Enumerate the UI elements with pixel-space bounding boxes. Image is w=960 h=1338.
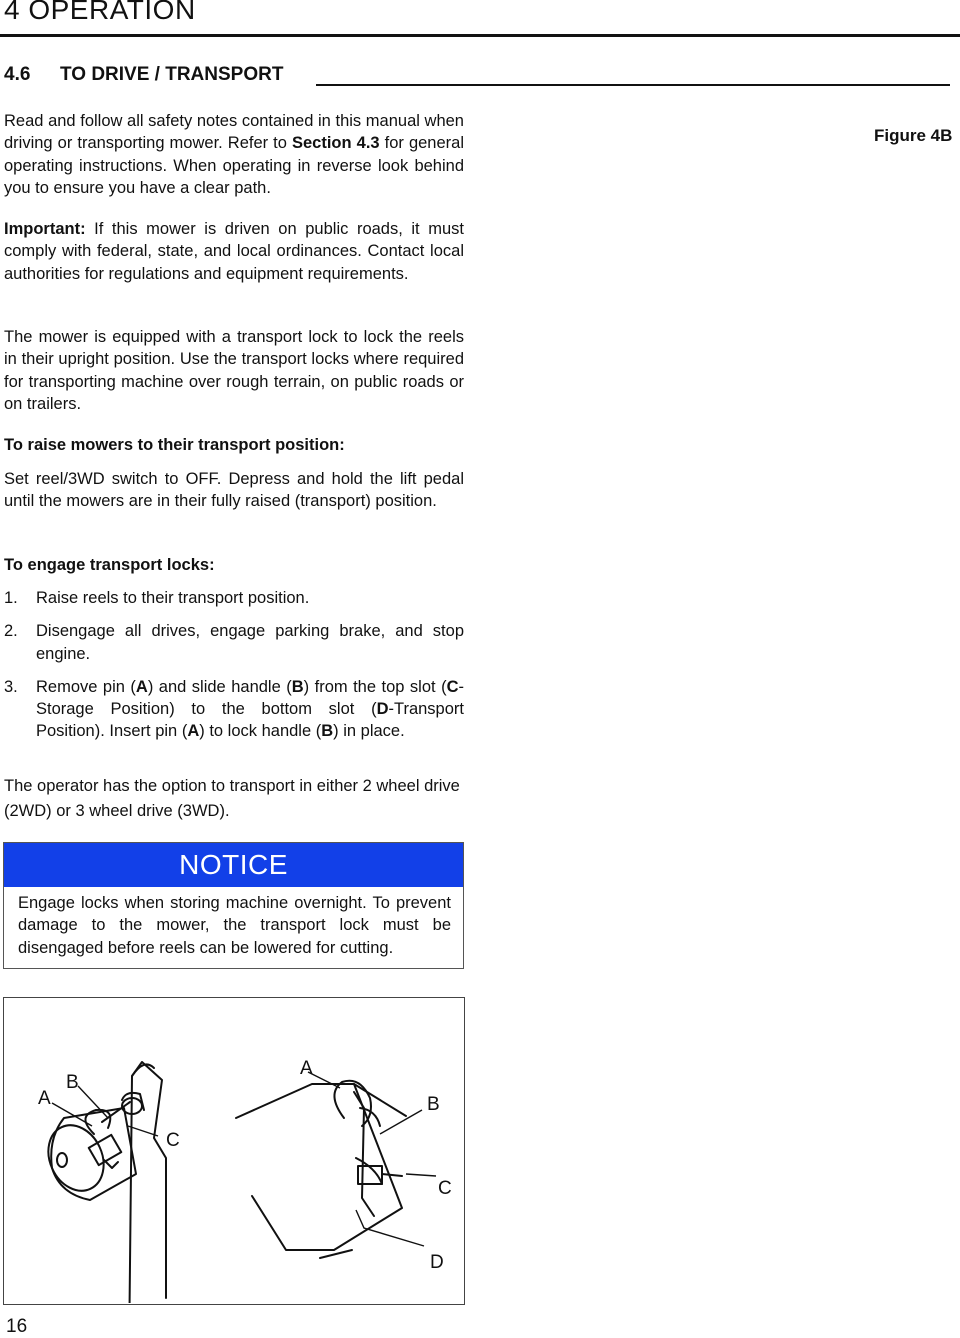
slot-lower (356, 1158, 382, 1184)
step-text: Remove pin ( (36, 677, 136, 696)
step-ref: B (321, 722, 334, 741)
list-item (4, 676, 464, 743)
option-text: The operator has the option to transport in either 2 wheel drive (2WD) or 3 wheel drive (3WD). (4, 777, 460, 820)
figure-label: Figure 4B (874, 126, 953, 145)
step-number: 1. (4, 589, 18, 607)
step-text: ) to lock handle ( (199, 722, 322, 741)
option-paragraph (4, 774, 464, 824)
transport-lock-text: The mower is equipped with a transport lock to lock the reels in their upright position. Use the transport locks where required for transporting machine over rough terrain, on public roads or on trailers. (4, 328, 464, 413)
callout-d-right: D (430, 1252, 444, 1273)
section-heading (4, 64, 283, 86)
step-ref: B (291, 677, 304, 696)
step-text: Raise reels to their transport position. (36, 589, 310, 607)
callout-a-left: A (38, 1088, 51, 1109)
list-item (4, 620, 464, 665)
raise-paragraph (4, 468, 464, 513)
step-text: -Storage Position) to the bottom slot ( (36, 677, 464, 719)
figure-box (3, 997, 465, 1305)
notice-title: NOTICE (4, 843, 463, 887)
step-text: ) from the top slot ( (303, 677, 447, 696)
important-label: Important: (4, 220, 86, 238)
important-paragraph (4, 218, 464, 285)
pin-loop-left (85, 1110, 110, 1134)
notice-text: Engage locks when storing machine overnight. To prevent damage to the mower, the transport lock must be disengaged before reels can be lowered for cutting. (18, 894, 451, 957)
page-number: 16 (6, 1316, 28, 1337)
chapter-rule (0, 34, 960, 37)
step-text: Disengage all drives, engage parking brake, and stop engine. (36, 622, 464, 663)
step-ref: C (446, 677, 459, 696)
step-number: 3. (4, 677, 18, 696)
callout-b-right: B (427, 1094, 440, 1115)
intro-section-ref: Section 4.3 (292, 134, 380, 153)
section-rule (316, 84, 950, 86)
step-ref: A (187, 722, 200, 741)
engage-steps (4, 587, 464, 743)
callout-b-left: B (66, 1072, 79, 1093)
raise-text: Set reel/3WD switch to OFF. Depress and hold the lift pedal until the mowers are in their fully raised (transport) position. (4, 470, 464, 511)
engage-heading: To engage transport locks: (4, 556, 215, 574)
section-number: 4.6 (4, 64, 31, 85)
transport-lock-illustration (4, 998, 463, 1303)
engage-section (4, 554, 464, 576)
intro-text-2: for general operating instructions. When operating in reverse look behind you to ensure you have a clear path. (4, 134, 464, 197)
transport-lock-paragraph (4, 326, 464, 415)
callout-c-right: C (438, 1178, 452, 1199)
list-item (4, 587, 464, 609)
section-title: TO DRIVE / TRANSPORT (60, 64, 284, 85)
intro-paragraph (4, 110, 464, 199)
raise-heading: To raise mowers to their transport position: (4, 436, 345, 454)
step-ref: D (376, 700, 389, 719)
raise-section (4, 434, 464, 456)
step-text: ) in place. (333, 722, 405, 741)
step-text: ) and slide handle ( (147, 677, 292, 696)
important-text: If this mower is driven on public roads, it must comply with federal, state, and local ordinances. Contact local authorities for regulations and equipment requirements. (4, 220, 464, 283)
step-ref: A (135, 677, 148, 696)
chapter-title: 4 OPERATION (4, 0, 196, 25)
callout-a-right: A (300, 1058, 313, 1079)
step-text: -Transport Position). Insert pin ( (36, 700, 464, 741)
callout-c-left: C (166, 1130, 180, 1151)
intro-text-1: Read and follow all safety notes contained in this manual when driving or transporting mower. Refer to (4, 112, 464, 153)
notice-box (3, 842, 464, 969)
step-number: 2. (4, 622, 18, 641)
